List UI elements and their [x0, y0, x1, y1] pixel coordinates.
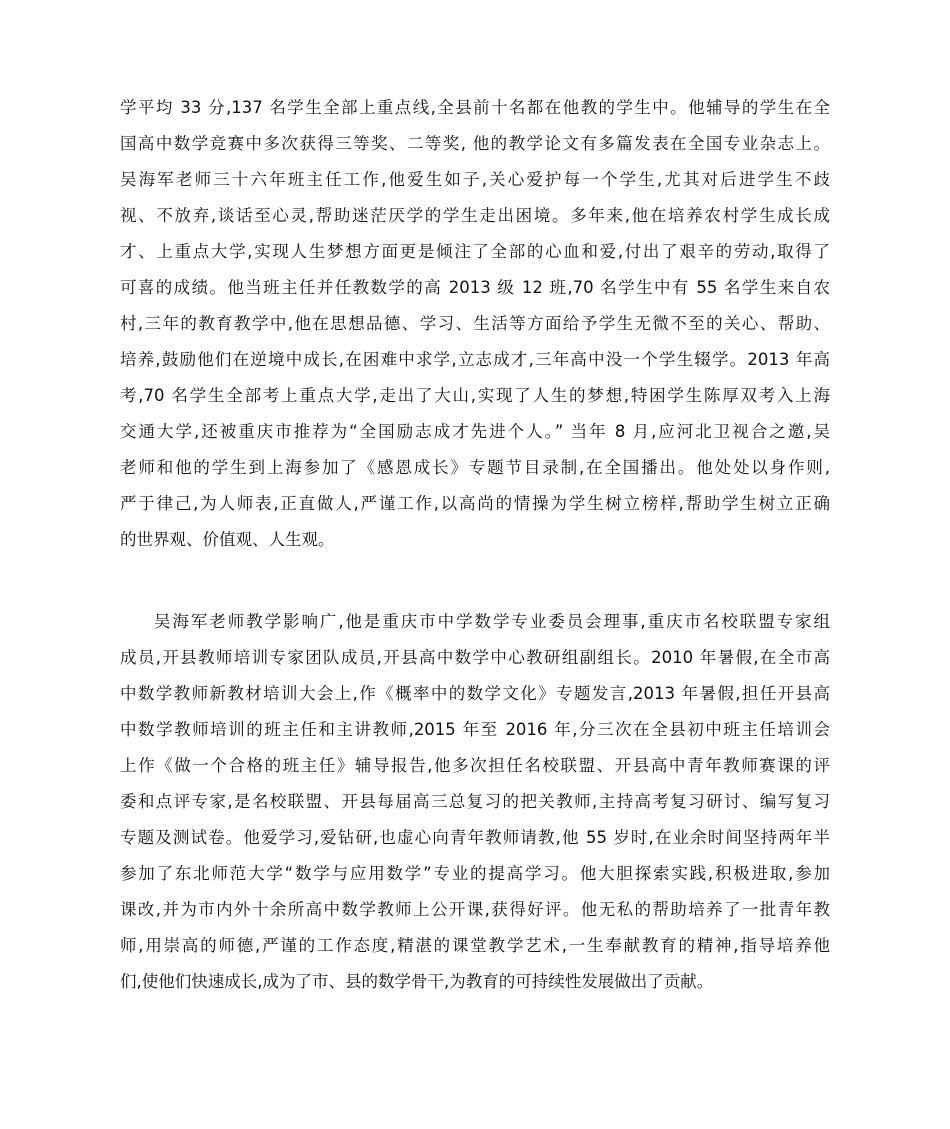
paragraph-line: 专题及测试卷。他爱学习,爱钻研,也虚心向青年教师请教,他 55 岁时,在业余时间坚持两年半 [120, 828, 830, 847]
paragraph-line: 中数学教师培训的班主任和主讲教师,2015 年至 2016 年,分三次在全县初中班主任培训会 [120, 720, 830, 739]
paragraph-line: 们,使他们快速成长,成为了市、县的数学骨干,为教育的可持续性发展做出了贡献。 [120, 972, 714, 991]
paragraph-line: 委和点评专家,是名校联盟、开县每届高三总复习的把关教师,主持高考复习研讨、编写复习 [120, 792, 830, 811]
paragraph-line: 交通大学,还被重庆市推荐为“全国励志成才先进个人。” 当年 8 月,应河北卫视合之邀,吴 [120, 422, 830, 441]
paragraph-line: 吴海军老师三十六年班主任工作,他爱生如子,关心爱护每一个学生,尤其对后进学生不歧 [120, 170, 830, 189]
paragraph-line: 学平均 33 分,137 名学生全部上重点线,全县前十名都在他教的学生中。他辅导的学生在全 [120, 98, 830, 117]
paragraph-line: 上作《做一个合格的班主任》辅导报告,他多次担任名校联盟、开县高中青年教师赛课的评 [120, 756, 830, 775]
paragraph-line: 参加了东北师范大学“数学与应用数学”专业的提高学习。他大胆探索实践,积极进取,参加 [120, 864, 830, 883]
paragraph-line: 才、上重点大学,实现人生梦想方面更是倾注了全部的心血和爱,付出了艰辛的劳动,取得了 [120, 242, 830, 261]
paragraph-line: 师,用崇高的师德,严谨的工作态度,精湛的课堂教学艺术,一生奉献教育的精神,指导培养他 [120, 936, 830, 955]
paragraph-line: 课改,并为市内外十余所高中数学教师上公开课,获得好评。他无私的帮助培养了一批青年教 [120, 900, 830, 919]
paragraph-line: 可喜的成绩。他当班主任并任教数学的高 2013 级 12 班,70 名学生中有 55 名学生来自农 [120, 278, 830, 297]
paragraph-line: 培养,鼓励他们在逆境中成长,在困难中求学,立志成才,三年高中没一个学生辍学。2013 年高 [120, 350, 830, 369]
paragraph-line: 中数学教师新教材培训大会上,作《概率中的数学文化》专题发言,2013 年暑假,担任开县高 [120, 684, 830, 703]
paragraph-line: 国高中数学竞赛中多次获得三等奖、二等奖, 他的教学论文有多篇发表在全国专业杂志上。 [120, 134, 830, 153]
paragraph-line: 成员,开县教师培训专家团队成员,开县高中数学中心教研组副组长。2010 年暑假,在全市高 [120, 648, 830, 667]
paragraph-line: 的世界观、价值观、人生观。 [120, 530, 335, 549]
paragraph-2 [120, 604, 830, 1000]
paragraph-line: 村,三年的教育教学中,他在思想品德、学习、生活等方面给予学生无微不至的关心、帮助、 [120, 314, 830, 333]
paragraph-line: 严于律己,为人师表,正直做人,严谨工作,以高尚的情操为学生树立榜样,帮助学生树立正确 [120, 494, 830, 513]
paragraph-line: 老师和他的学生到上海参加了《感恩成长》专题节目录制,在全国播出。他处处以身作则, [120, 458, 830, 477]
paragraph-line: 吴海军老师教学影响广,他是重庆市中学数学专业委员会理事,重庆市名校联盟专家组 [154, 612, 830, 631]
paragraph-line: 考,70 名学生全部考上重点大学,走出了大山,实现了人生的梦想,特困学生陈厚双考入上海 [120, 386, 830, 405]
paragraph-1 [120, 90, 830, 558]
paragraph-line: 视、不放弃,谈话至心灵,帮助迷茫厌学的学生走出困境。多年来,他在培养农村学生成长成 [120, 206, 830, 225]
